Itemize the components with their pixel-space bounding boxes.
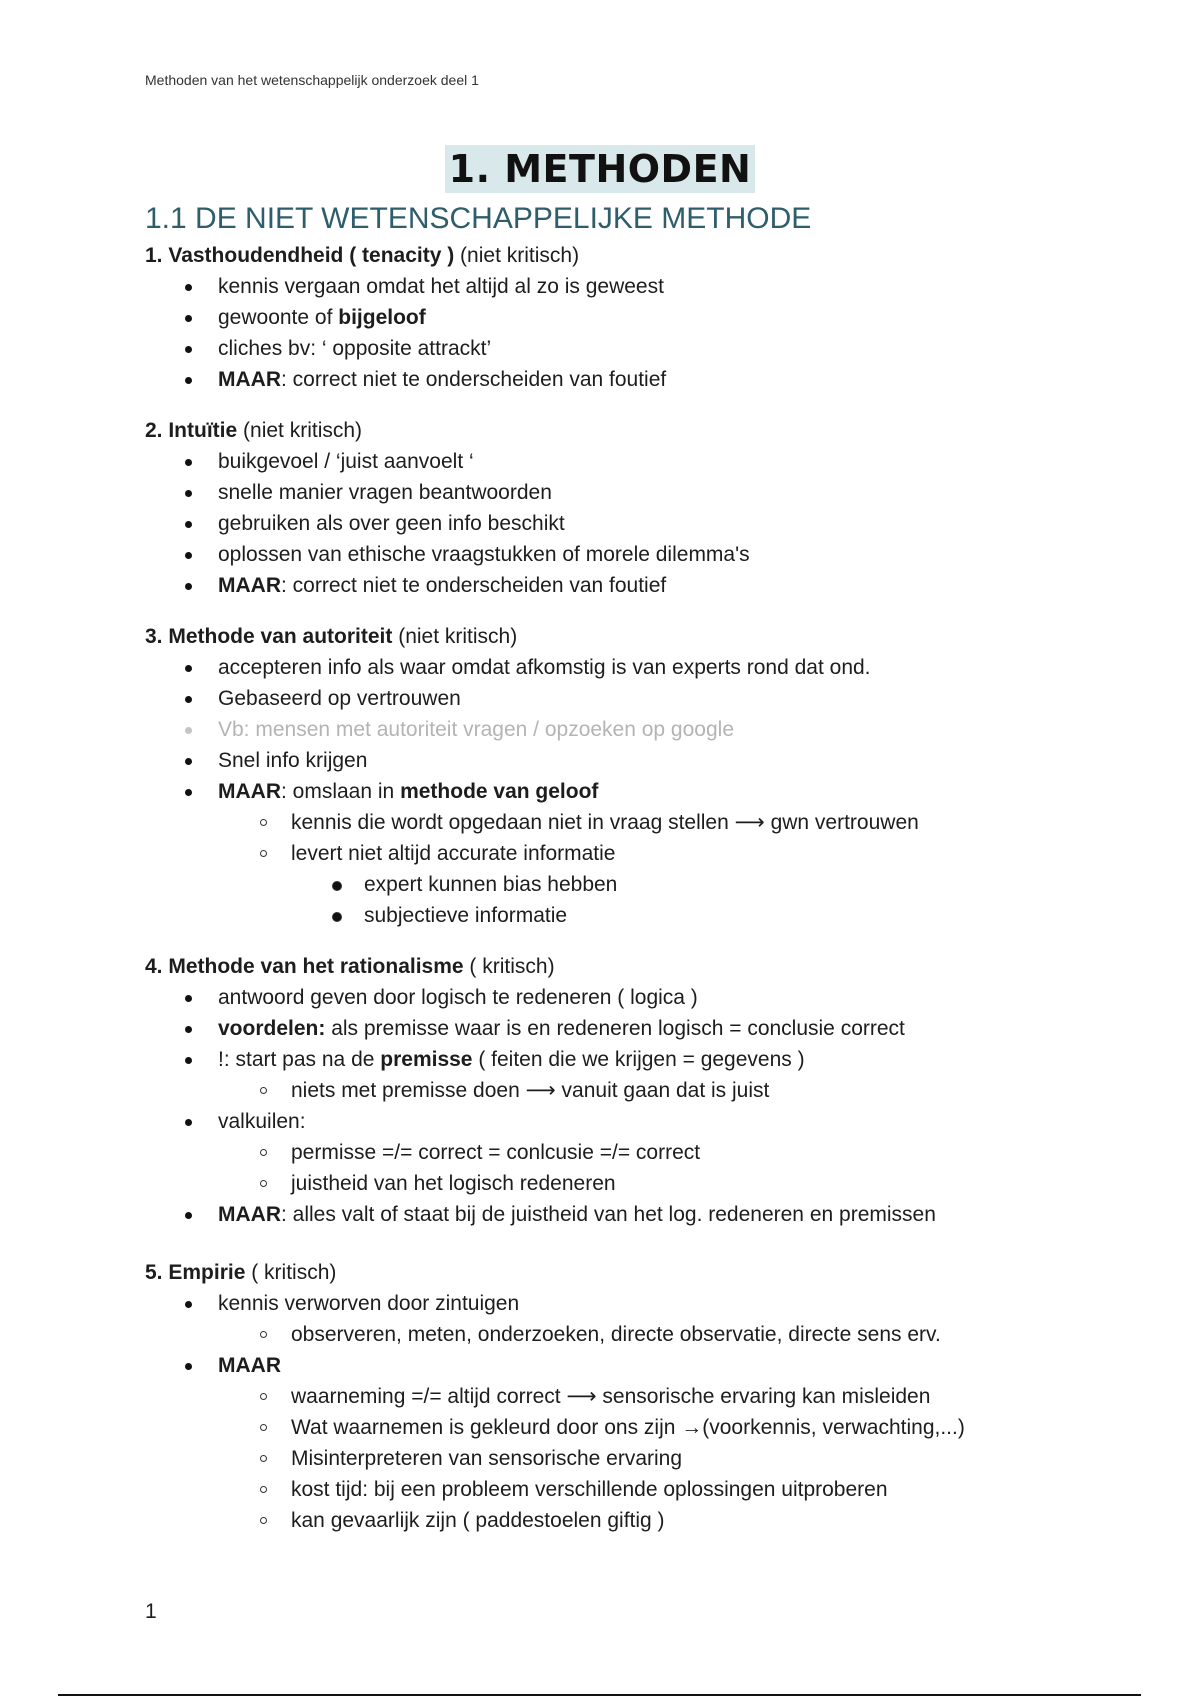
bullet-list xyxy=(145,446,1125,601)
sub-list-item: kennis die wordt opgedaan niet in vraag stellen ⟶ gwn vertrouwen xyxy=(218,807,1125,838)
list-item xyxy=(145,776,1125,931)
section-heading-qualifier: ( kritisch) xyxy=(245,1261,337,1284)
section-subtitle: 1.1 DE NIET WETENSCHAPPELIJKE METHODE xyxy=(145,202,812,235)
sub-bullet-list xyxy=(218,1075,1125,1106)
nested-list-wrap xyxy=(218,869,1125,931)
list-item: gebruiken als over geen info beschikt xyxy=(145,508,1125,539)
page-title: 1. METHODEN xyxy=(445,145,756,193)
section-heading-qualifier: ( kritisch) xyxy=(463,955,555,978)
item-bold-text: premisse xyxy=(380,1048,473,1071)
list-item: buikgevoel / ‘juist aanvoelt ‘ xyxy=(145,446,1125,477)
sub-sub-list-item: subjectieve informatie xyxy=(291,900,1125,931)
item-bold-text: MAAR xyxy=(218,368,281,391)
item-bold-text: MAAR xyxy=(218,1354,281,1377)
list-item xyxy=(145,1288,1125,1350)
list-item xyxy=(145,302,1125,333)
footer-divider xyxy=(58,1694,1141,1696)
section-heading-qualifier: (niet kritisch) xyxy=(454,244,580,267)
item-text: gewoonte of xyxy=(218,306,339,329)
bullet-list xyxy=(145,271,1125,395)
item-bold-text: MAAR xyxy=(218,780,281,803)
section-rationalisme xyxy=(145,951,1125,1230)
sub-sub-bullet-list xyxy=(291,869,1125,931)
item-text: : omslaan in xyxy=(281,780,401,803)
list-item xyxy=(145,364,1125,395)
sub-list-item: permisse =/= correct = conlcusie =/= correct xyxy=(218,1137,1125,1168)
item-text: als premisse waar is en redeneren logisch = conclusie correct xyxy=(325,1017,905,1040)
sub-list-item: juistheid van het logisch redeneren xyxy=(218,1168,1125,1199)
list-item-example: Vb: mensen met autoriteit vragen / opzoeken op google xyxy=(145,714,1125,745)
section-heading-bold: 3. Methode van autoriteit xyxy=(145,625,393,648)
section-heading xyxy=(145,415,1125,446)
nested-list-wrap xyxy=(145,807,1125,931)
nested-list-wrap xyxy=(145,1137,1125,1199)
section-heading-bold: 4. Methode van het rationalisme xyxy=(145,955,464,978)
section-intuitie xyxy=(145,415,1125,601)
bullet-list xyxy=(145,1288,1125,1536)
nested-list-wrap xyxy=(145,1381,1125,1536)
item-text: : alles valt of staat bij de juistheid van het log. redeneren en premissen xyxy=(281,1203,936,1226)
item-text: ( feiten die we krijgen = gegevens ) xyxy=(472,1048,805,1071)
section-heading xyxy=(145,951,1125,982)
item-text: valkuilen: xyxy=(218,1110,306,1133)
item-text: kennis verworven door zintuigen xyxy=(218,1292,520,1315)
section-heading-qualifier: (niet kritisch) xyxy=(237,419,363,442)
sub-list-item xyxy=(218,838,1125,931)
sub-sub-list-item: expert kunnen bias hebben xyxy=(291,869,1125,900)
list-item: cliches bv: ‘ opposite attrackt’ xyxy=(145,333,1125,364)
bullet-list xyxy=(145,982,1125,1230)
list-item xyxy=(145,1106,1125,1199)
section-autoriteit xyxy=(145,621,1125,931)
list-item: Gebaseerd op vertrouwen xyxy=(145,683,1125,714)
list-item xyxy=(145,1350,1125,1536)
sub-list-item: kost tijd: bij een probleem verschillende oplossingen uitproberen xyxy=(218,1474,1125,1505)
sub-bullet-list xyxy=(218,1137,1125,1199)
sub-bullet-list xyxy=(218,1319,1125,1350)
section-heading-bold: 1. Vasthoudendheid ( tenacity ) xyxy=(145,244,455,267)
section-heading xyxy=(145,1257,1125,1288)
section-heading-qualifier: (niet kritisch) xyxy=(392,625,518,648)
item-bold-text: MAAR xyxy=(218,1203,281,1226)
document-header: Methoden van het wetenschappelijk onderzoek deel 1 xyxy=(145,72,479,88)
section-heading-bold: 5. Empirie xyxy=(145,1261,246,1284)
list-item: kennis vergaan omdat het altijd al zo is geweest xyxy=(145,271,1125,302)
item-text: : correct niet te onderscheiden van foutief xyxy=(281,574,667,597)
sub-bullet-list xyxy=(218,1381,1125,1536)
title-container xyxy=(0,145,1200,193)
list-item: accepteren info als waar omdat afkomstig is van experts rond dat ond. xyxy=(145,652,1125,683)
sub-list-item: niets met premisse doen ⟶ vanuit gaan dat is juist xyxy=(218,1075,1125,1106)
sub-list-item: Misinterpreteren van sensorische ervaring xyxy=(218,1443,1125,1474)
list-item xyxy=(145,1199,1125,1230)
sub-list-item: observeren, meten, onderzoeken, directe observatie, directe sens erv. xyxy=(218,1319,1125,1350)
sub-list-item: waarneming =/= altijd correct ⟶ sensorische ervaring kan misleiden xyxy=(218,1381,1125,1412)
item-bold-text: voordelen: xyxy=(218,1017,326,1040)
sub-list-item: kan gevaarlijk zijn ( paddestoelen giftig ) xyxy=(218,1505,1125,1536)
nested-list-wrap xyxy=(145,1319,1125,1350)
nested-list-wrap xyxy=(145,1075,1125,1106)
sub-list-item: Wat waarnemen is gekleurd door ons zijn →(voorkennis, verwachting,...) xyxy=(218,1412,1125,1443)
item-text: !: start pas na de xyxy=(218,1048,381,1071)
list-item xyxy=(145,570,1125,601)
list-item xyxy=(145,1013,1125,1044)
item-text: levert niet altijd accurate informatie xyxy=(291,842,616,865)
section-heading-bold: 2. Intuïtie xyxy=(145,419,238,442)
sub-bullet-list xyxy=(218,807,1125,931)
bullet-list xyxy=(145,652,1125,931)
page-number: 1 xyxy=(145,1600,157,1623)
list-item: antwoord geven door logisch te redeneren ( logica ) xyxy=(145,982,1125,1013)
section-vasthoudendheid xyxy=(145,240,1125,395)
item-bold-text: bijgeloof xyxy=(338,306,426,329)
list-item xyxy=(145,1044,1125,1106)
list-item: Snel info krijgen xyxy=(145,745,1125,776)
section-heading xyxy=(145,240,1125,271)
section-heading xyxy=(145,621,1125,652)
section-empirie xyxy=(145,1257,1125,1536)
document-body xyxy=(145,240,1125,1536)
list-item: snelle manier vragen beantwoorden xyxy=(145,477,1125,508)
item-text: : correct niet te onderscheiden van foutief xyxy=(281,368,667,391)
list-item: oplossen van ethische vraagstukken of morele dilemma's xyxy=(145,539,1125,570)
item-bold-text: methode van geloof xyxy=(400,780,599,803)
item-bold-text: MAAR xyxy=(218,574,281,597)
